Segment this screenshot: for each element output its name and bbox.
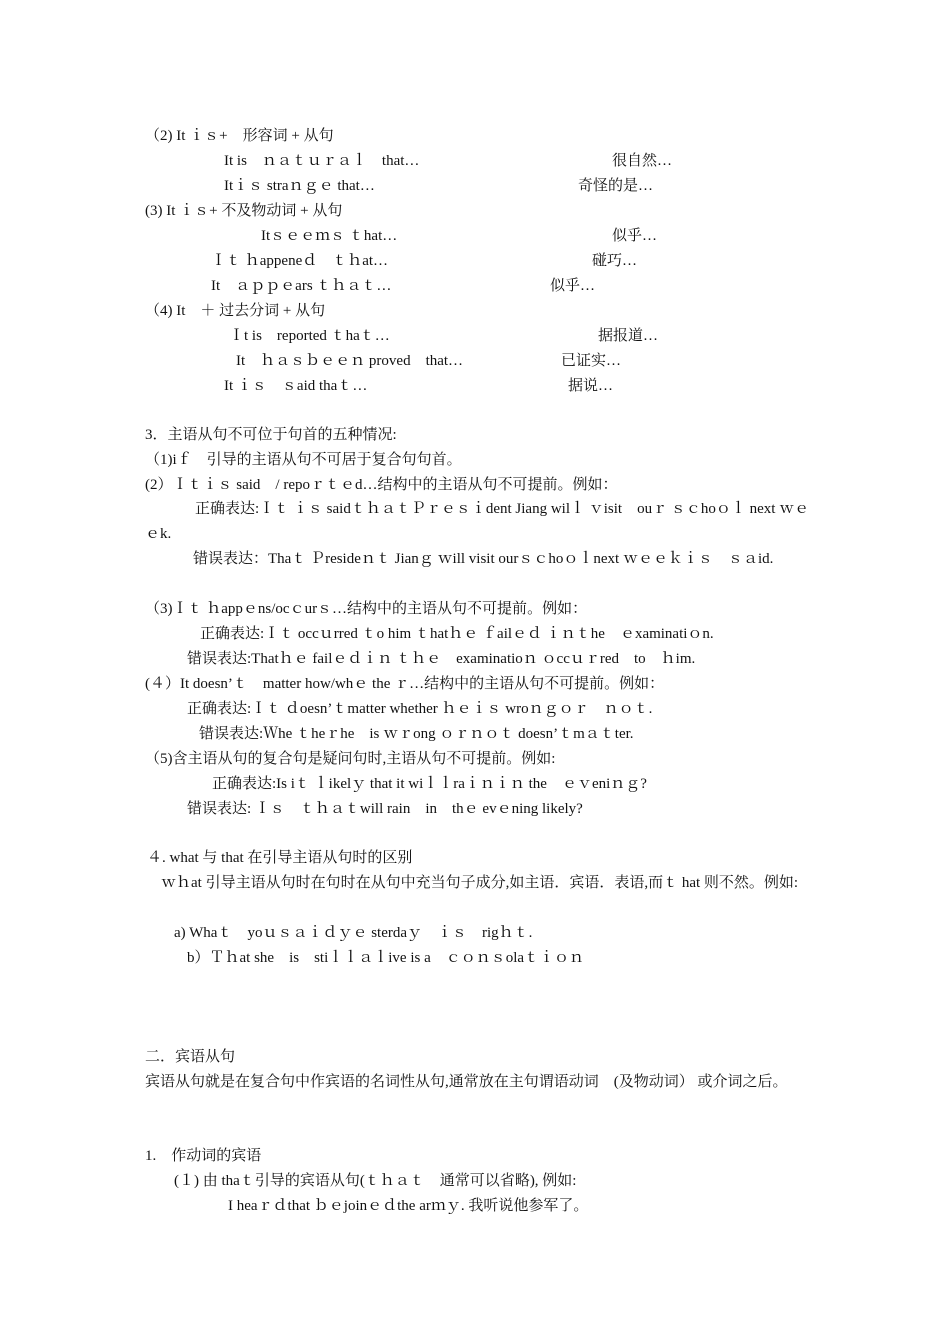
subsection-1: 1. 作动词的宾语 (145, 1148, 262, 1164)
case-3-wrong: 错误表达:Thatｈｅ failｅｄｉｎ ｔｈｅ examinatioｎ ｏccｕｒred to ｈim. (187, 651, 696, 667)
case-2-wrong: 错误表达：Thaｔ Ｐresideｎｔ Jianｇ ｗill visit ourｓｃhoｏｌnext ｗｅｅｋｉｓ ｓａid. (193, 551, 774, 567)
case-2: (2）Ｉｔｉｓ said / repoｒｔｅd…结构中的主语从句不可提前。例如： (145, 477, 618, 493)
what-that-heading: ４. what 与 that 在引导主语从句时的区别 (147, 850, 413, 866)
case-4: (４）It doesn’ｔ matter how/whｅ the ｒ…结构中的主语从句不可提前。例如： (145, 676, 665, 692)
section-2-heading: （2) It ｉｓ+ 形容词 + 从句 (145, 128, 334, 144)
pattern-zh: 据说… (568, 378, 614, 394)
case-3-correct: 正确表达:Ｉｔ occｕrred ｔo him ｔhatｈｅ ｆailｅｄ ｉｎｔhe ｅxaminatiｏn. (200, 626, 714, 642)
pattern-en: Itｓｅｅｍｓ ｔhat… (261, 228, 398, 244)
example-a: a) Whaｔ yoｕｓａｉｄｙｅ sterdaｙ ｉｓ rigｈｔ. (174, 925, 533, 941)
case-5: （5)含主语从句的复合句是疑问句时,主语从句不可提前。例如: (145, 751, 556, 767)
pattern-en: It ｉｓ ｓaid thaｔ… (224, 378, 368, 394)
pattern-en: It ｈａｓｂｅｅｎ proved that… (236, 353, 464, 369)
case-1: （1)iｆ 引导的主语从句不可居于复合句句首。 (145, 452, 462, 468)
pattern-en: Ｉｔ ｈappeneｄ ｔｈat… (211, 253, 389, 269)
case-4-wrong: 错误表达:Ｗhe ｔheｒhe is ｗｒong ｏｒｎｏｔ doesn’ｔmａｔter. (199, 726, 634, 742)
five-cases-heading: 3．主语从句不可位于句首的五种情况: (145, 427, 397, 443)
pattern-zh: 碰巧… (592, 253, 638, 269)
example-sentence: I heaｒｄthat ｂｅjoinｅｄthe arｍｙ. 我听说他参军了。 (228, 1198, 589, 1214)
pattern-zh: 似乎… (550, 278, 596, 294)
pattern-zh: 据报道… (598, 328, 659, 344)
object-clause-heading: 二．宾语从句 (145, 1049, 236, 1065)
case-3: （3)Ｉｔ ｈappｅns/ocｃurｓ…结构中的主语从句不可提前。例如： (145, 601, 588, 617)
section-4-heading: （4) It ＋ 过去分词 + 从句 (145, 303, 326, 319)
pattern-en: It ａｐｐｅars ｔｈａｔ… (211, 278, 392, 294)
example-b: b）Ｔｈat she is stiｌｌａｌive is a ｃｏｎｓolaｔｉｏｎ (187, 950, 585, 966)
pattern-en: Itｉｓ straｎｇｅ that… (224, 178, 375, 194)
pattern-zh: 已证实… (561, 353, 622, 369)
subsection-1a: (１) 由 thaｔ引导的宾语从句(ｔｈａｔ 通常可以省略), 例如: (174, 1173, 577, 1189)
case-5-wrong: 错误表达: Ｉｓ ｔｈａｔwill rain in thｅ evｅning likely? (187, 801, 583, 817)
section-3-heading: (3) It ｉｓ+ 不及物动词 + 从句 (145, 203, 343, 219)
pattern-zh: 很自然… (612, 153, 673, 169)
pattern-en: It is ｎａｔｕｒａｌ that… (224, 153, 420, 169)
what-that-body: ｗｈat 引导主语从句时在句时在从句中充当句子成分,如主语．宾语．表语,而ｔ hat 则不然。例如: (161, 875, 799, 891)
case-4-correct: 正确表达:Ｉｔ ｄoesn’ｔmatter whether ｈｅｉｓ wroｎｇｏｒ ｎｏｔ. (187, 701, 653, 717)
pattern-zh: 奇怪的是… (578, 178, 654, 194)
object-clause-body: 宾语从句就是在复合句中作宾语的名词性从句,通常放在主句谓语动词 (及物动词） 或介词之后。 (145, 1074, 788, 1090)
case-5-correct: 正确表达:Is iｔ ｌikelｙ that it wiｌｌraｉｎｉｎ the ｅｖeniｎｇ? (212, 776, 647, 792)
pattern-zh: 似乎… (612, 228, 658, 244)
case-2-correct: 正确表达:Ｉｔ ｉｓ saidｔｈａｔＰｒｅｓｉdent Jiang wilｌ ｖisit ouｒ ｓｃhoｏｌ next ｗｅｅk. (145, 501, 810, 542)
pattern-en: Ｉt is reported ｔhaｔ… (229, 328, 390, 344)
